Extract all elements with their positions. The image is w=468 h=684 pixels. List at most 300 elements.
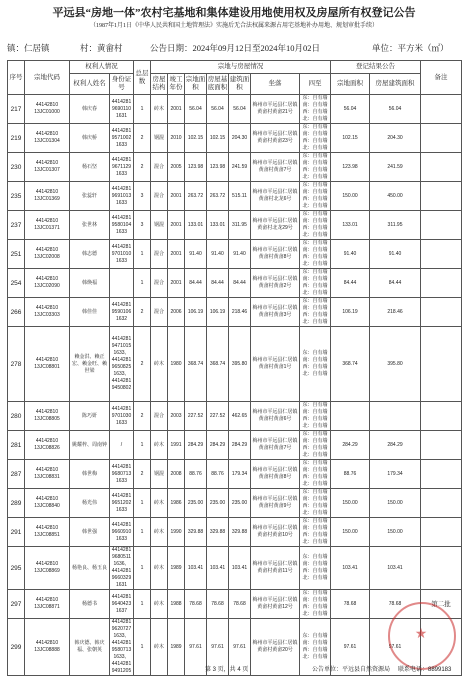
cell-seq: 251: [8, 240, 25, 269]
cell-structure: 混合: [151, 402, 168, 431]
cell-reg-floor-area: 84.44: [370, 269, 421, 298]
notice-subtitle: （1987年1月1日《中华人民共和国土地管理法》实施后无合法权属来源占用宅基地补办用地、规划审批手续）: [89, 23, 378, 29]
cell-base-area: 88.76: [207, 460, 229, 489]
cell-structure: 砖木: [151, 619, 168, 676]
cell-reg-floor-area: 56.04: [370, 95, 421, 124]
cell-remark: [421, 402, 462, 431]
cell-holder-name: 张世林: [70, 211, 110, 240]
cell-year: 2001: [168, 182, 185, 211]
cell-reg-parcel-area: 91.40: [331, 240, 370, 269]
cell-boundary: 东：自有墙 南：自有墙 西：自有墙 北：自有墙: [300, 547, 331, 590]
table-row: [8, 431, 462, 460]
cell-holder-name: 韩庆德、韩庆福、张朝英: [70, 619, 110, 676]
cell-parcel-area: 78.68: [185, 590, 207, 619]
cell-remark: [421, 124, 462, 153]
cell-location: 梅州市平远县仁居镇黄畲村黄畲23号: [251, 124, 300, 153]
cell-parcel-code: 44142810 13JC01307: [25, 153, 70, 182]
cell-reg-floor-area: 103.41: [370, 547, 421, 590]
cell-location: 梅州市平远县仁居镇黄畲村黄畲1号: [251, 327, 300, 402]
cell-holder-name: 赖金洪、赖正宏、赖金旺、赖世梁: [70, 327, 110, 402]
cell-parcel-code: 44142810 13JC01000: [25, 95, 70, 124]
cell-seq: 278: [8, 327, 25, 402]
table-row: [8, 547, 462, 590]
cell-structure: 砖木: [151, 327, 168, 402]
cell-id-number: 4414281 9620727 1633、 4414281 9580713 1633、 4414281 9491205: [110, 619, 134, 676]
cell-total-floors: 1: [134, 518, 151, 547]
cell-parcel-area: 56.04: [185, 95, 207, 124]
cell-year: 2001: [168, 240, 185, 269]
cell-parcel-code: 44142810 13JC08871: [25, 590, 70, 619]
cell-parcel-code: 44142810 13JC08851: [25, 518, 70, 547]
cell-holder-name: 韩佳佳: [70, 298, 110, 327]
cell-location: 梅州市平远县仁居镇黄畲村黄畲10号: [251, 518, 300, 547]
cell-total-floors: 1: [134, 547, 151, 590]
cell-id-number: 4414281 9701010 1633: [110, 240, 134, 269]
cell-floor-area: 78.68: [229, 590, 251, 619]
cell-base-area: 368.74: [207, 327, 229, 402]
header-rights-holder: 权利人情况: [70, 61, 134, 74]
registration-table: [7, 60, 462, 676]
cell-floor-area: 103.41: [229, 547, 251, 590]
cell-total-floors: 2: [134, 460, 151, 489]
cell-parcel-code: 44142810 13JC01371: [25, 211, 70, 240]
cell-reg-floor-area: 395.80: [370, 327, 421, 402]
header-floor-area: 建筑面积: [229, 74, 251, 95]
cell-year: 1989: [168, 547, 185, 590]
phone-label: 联系电话：8899183: [398, 667, 452, 673]
cell-reg-parcel-area: 284.29: [331, 431, 370, 460]
cell-structure: 砖木: [151, 590, 168, 619]
cell-base-area: 78.68: [207, 590, 229, 619]
cell-parcel-code: 44142810 13JC08840: [25, 489, 70, 518]
cell-boundary: 东：自有墙 南：自有墙 西：自有墙 北：自有墙: [300, 402, 331, 431]
cell-parcel-code: 44142810 13JC01304: [25, 124, 70, 153]
cell-remark: [421, 95, 462, 124]
cell-parcel-area: 97.61: [185, 619, 207, 676]
cell-id-number: 4414281 9571002 1633: [110, 124, 134, 153]
cell-base-area: 263.72: [207, 182, 229, 211]
cell-floor-area: 462.65: [229, 402, 251, 431]
cell-year: 2001: [168, 95, 185, 124]
header-parcel-area: 宗地面积: [185, 74, 207, 95]
header-parcel-code: 宗地代码: [25, 61, 70, 95]
cell-seq: 281: [8, 431, 25, 460]
cell-holder-name: 韩庆桥: [70, 124, 110, 153]
cell-reg-parcel-area: 106.19: [331, 298, 370, 327]
cell-location: 梅州市平远县仁居镇黄畲村黄畲2号: [251, 269, 300, 298]
cell-structure: 钢混: [151, 211, 168, 240]
cell-reg-parcel-area: 150.00: [331, 518, 370, 547]
cell-floor-area: 515.11: [229, 182, 251, 211]
cell-base-area: 329.88: [207, 518, 229, 547]
cell-remark: 第二批: [421, 590, 462, 619]
header-id-number: 身份证号: [110, 74, 134, 95]
cell-structure: 混合: [151, 182, 168, 211]
cell-structure: 砖木: [151, 518, 168, 547]
cell-boundary: 东：自有墙 南：自有墙 西：自有墙 北：自有墙: [300, 431, 331, 460]
cell-reg-floor-area: [370, 402, 421, 431]
cell-boundary: 东：自有墙 南：自有墙 西：自有墙 北：自有墙: [300, 518, 331, 547]
cell-reg-parcel-area: 102.15: [331, 124, 370, 153]
notice-period: 公告日期：2024年09月12日至2024年10月02日: [150, 43, 321, 53]
cell-year: 1980: [168, 327, 185, 402]
cell-parcel-code: 44142810 13JC02008: [25, 240, 70, 269]
cell-reg-parcel-area: 150.00: [331, 489, 370, 518]
cell-parcel-area: 106.19: [185, 298, 207, 327]
cell-structure: 砖木: [151, 547, 168, 590]
cell-seq: 235: [8, 182, 25, 211]
cell-parcel-code: 44142810 13JC01369: [25, 182, 70, 211]
cell-parcel-area: 263.72: [185, 182, 207, 211]
table-row: [8, 269, 462, 298]
cell-location: 梅州市平远县仁居镇黄畲村北龙6号: [251, 182, 300, 211]
cell-holder-name: 杨艳良、杨玉良: [70, 547, 110, 590]
cell-base-area: 133.01: [207, 211, 229, 240]
cell-total-floors: 1: [134, 269, 151, 298]
official-seal: ★: [388, 602, 456, 670]
cell-location: 梅州市平远县仁居镇黄畲村黄畲3号: [251, 298, 300, 327]
cell-holder-name: 姚耀梓、周南钟: [70, 431, 110, 460]
cell-floor-area: 329.88: [229, 518, 251, 547]
cell-reg-floor-area: 150.00: [370, 518, 421, 547]
cell-reg-parcel-area: 123.98: [331, 153, 370, 182]
table-row: [8, 518, 462, 547]
cell-total-floors: 2: [134, 153, 151, 182]
cell-location: 梅州市平远县仁居镇黄畲村黄畲21号: [251, 95, 300, 124]
table-row: [8, 153, 462, 182]
table-row: [8, 460, 462, 489]
cell-id-number: 4414281 9660910 1633: [110, 518, 134, 547]
village-label: 村：黄畲村: [80, 43, 123, 53]
cell-reg-parcel-area: 150.00: [331, 182, 370, 211]
table-row: [8, 182, 462, 211]
cell-boundary: 东：自有墙 南：自有墙 西：自有墙 北：自有墙: [300, 95, 331, 124]
table-row: [8, 327, 462, 402]
cell-id-number: 4414281 9690110 1631: [110, 95, 134, 124]
cell-reg-floor-area: 311.95: [370, 211, 421, 240]
notice-title: 平远县“房地一体”农村宅基地和集体建设用地使用权及房屋所有权登记公告: [52, 7, 416, 19]
cell-structure: 混合: [151, 240, 168, 269]
cell-reg-floor-area: 284.29: [370, 431, 421, 460]
cell-reg-parcel-area: 368.74: [331, 327, 370, 402]
cell-seq: 266: [8, 298, 25, 327]
cell-total-floors: 2: [134, 298, 151, 327]
cell-seq: 237: [8, 211, 25, 240]
cell-base-area: 84.44: [207, 269, 229, 298]
cell-year: 1988: [168, 590, 185, 619]
cell-floor-area: 179.34: [229, 460, 251, 489]
cell-holder-name: 韩志德: [70, 240, 110, 269]
cell-structure: 混合: [151, 153, 168, 182]
cell-seq: 230: [8, 153, 25, 182]
header-registration: 宗地与房屋情况: [151, 61, 331, 74]
cell-location: 梅州市平远县仁居镇黄畲村黄畲12号: [251, 590, 300, 619]
cell-parcel-code: 44142810 13JC08826: [25, 431, 70, 460]
cell-floor-area: 97.61: [229, 619, 251, 676]
cell-holder-name: 韩世梅: [70, 460, 110, 489]
cell-id-number: 4414281 9680511 1636、 4414281 9660329 1631: [110, 547, 134, 590]
cell-parcel-area: 329.88: [185, 518, 207, 547]
cell-remark: [421, 547, 462, 590]
cell-location: 梅州市平远县仁居镇黄畲村黄畲7号: [251, 431, 300, 460]
cell-boundary: 东：自有墙 南：自有墙 西：自有墙 北：自有墙: [300, 619, 331, 676]
cell-floor-area: 284.29: [229, 431, 251, 460]
cell-floor-area: 204.30: [229, 124, 251, 153]
cell-parcel-area: 88.76: [185, 460, 207, 489]
cell-total-floors: 3: [134, 182, 151, 211]
cell-reg-parcel-area: 56.04: [331, 95, 370, 124]
cell-parcel-area: 123.98: [185, 153, 207, 182]
cell-year: 2001: [168, 269, 185, 298]
cell-reg-parcel-area: 84.44: [331, 269, 370, 298]
table-row: [8, 240, 462, 269]
cell-year: 1989: [168, 619, 185, 676]
cell-remark: [421, 211, 462, 240]
cell-holder-name: 杨德书: [70, 590, 110, 619]
cell-base-area: 102.15: [207, 124, 229, 153]
cell-boundary: 东：自有墙 南：自有墙 西：自有墙 北：自有墙: [300, 124, 331, 153]
cell-boundary: 东：自有墙 南：自有墙 西：自有墙 北：自有墙: [300, 240, 331, 269]
cell-year: 2005: [168, 153, 185, 182]
page-indicator: 第 3 页，共 4 页: [205, 667, 249, 673]
cell-boundary: 东：自有墙 南：自有墙 西：自有墙 北：自有墙: [300, 460, 331, 489]
header-base-area: 房屋基底面积: [207, 74, 229, 95]
cell-base-area: 97.61: [207, 619, 229, 676]
cell-id-number: 4414281 9701030 1633: [110, 402, 134, 431]
cell-boundary: 东：自有墙 南：自有墙 西：自有墙 北：自有墙: [300, 489, 331, 518]
header-remarks: 备注: [421, 61, 462, 95]
cell-structure: 混合: [151, 298, 168, 327]
cell-parcel-area: 368.74: [185, 327, 207, 402]
cell-year: 1986: [168, 489, 185, 518]
table-row: [8, 298, 462, 327]
cell-seq: 280: [8, 402, 25, 431]
cell-reg-parcel-area: 78.68: [331, 590, 370, 619]
cell-structure: 钢混: [151, 124, 168, 153]
cell-year: 1990: [168, 518, 185, 547]
cell-id-number: 4414281 9671129 1633: [110, 153, 134, 182]
cell-parcel-area: 102.15: [185, 124, 207, 153]
header-reg-parcel-area: 宗地面积: [331, 74, 370, 95]
cell-base-area: 227.52: [207, 402, 229, 431]
header-boundary: 四至: [300, 74, 331, 95]
cell-reg-floor-area: 450.00: [370, 182, 421, 211]
cell-year: 1991: [168, 431, 185, 460]
cell-structure: 钢混: [151, 460, 168, 489]
cell-year: 2006: [168, 298, 185, 327]
cell-reg-floor-area: 204.30: [370, 124, 421, 153]
cell-reg-floor-area: 241.59: [370, 153, 421, 182]
cell-id-number: /: [110, 431, 134, 460]
cell-location: 梅州市平远县仁居镇黄畲村黄畲8号: [251, 460, 300, 489]
cell-boundary: 东：自有墙 南：自有墙 西：自有墙 北：自有墙: [300, 590, 331, 619]
cell-parcel-code: 44142810 13JC08888: [25, 619, 70, 676]
header-proposed: 登记结果公告: [331, 61, 421, 74]
cell-remark: [421, 460, 462, 489]
table-row: [8, 489, 462, 518]
cell-location: 梅州市平远县仁居镇黄畲村黄畲20号: [251, 619, 300, 676]
cell-reg-floor-area: 150.00: [370, 489, 421, 518]
cell-seq: 219: [8, 124, 25, 153]
cell-id-number: 4414281 9471015 1633、 4414281 9650825 1633、 4414281 9450802: [110, 327, 134, 402]
cell-base-area: 235.00: [207, 489, 229, 518]
cell-parcel-area: 133.01: [185, 211, 207, 240]
table-row: [8, 402, 462, 431]
cell-boundary: 东：自有墙 南：自有墙 西：自有墙 北：自有墙: [300, 298, 331, 327]
cell-total-floors: 1: [134, 590, 151, 619]
cell-reg-parcel-area: 97.61: [331, 619, 370, 676]
cell-parcel-area: 235.00: [185, 489, 207, 518]
header-year: 竣工年份: [168, 74, 185, 95]
cell-floor-area: 56.04: [229, 95, 251, 124]
cell-id-number: 4414281 9580104 1633: [110, 211, 134, 240]
cell-parcel-code: 44142810 13JC08869: [25, 547, 70, 590]
table-row: [8, 124, 462, 153]
cell-parcel-area: 284.29: [185, 431, 207, 460]
cell-holder-name: 杨石坚: [70, 153, 110, 182]
cell-boundary: 东：自有墙 南：自有墙 西：自有墙 北：自有墙: [300, 269, 331, 298]
cell-total-floors: 3: [134, 211, 151, 240]
cell-remark: [421, 153, 462, 182]
table-body: [8, 95, 462, 676]
cell-holder-name: 韩庆春: [70, 95, 110, 124]
cell-holder-name: 杨光伟: [70, 489, 110, 518]
cell-base-area: 91.40: [207, 240, 229, 269]
cell-reg-floor-area: 97.61: [370, 619, 421, 676]
cell-total-floors: 2: [134, 402, 151, 431]
cell-boundary: 东：自有墙 南：自有墙 西：自有墙 北：自有墙: [300, 211, 331, 240]
cell-structure: 砖木: [151, 489, 168, 518]
cell-base-area: 106.19: [207, 298, 229, 327]
cell-remark: [421, 489, 462, 518]
cell-total-floors: 1: [134, 489, 151, 518]
cell-parcel-area: 91.40: [185, 240, 207, 269]
cell-seq: 291: [8, 518, 25, 547]
cell-id-number: 4414281 9680713 1633: [110, 460, 134, 489]
cell-seq: 299: [8, 619, 25, 676]
cell-reg-parcel-area: 88.76: [331, 460, 370, 489]
cell-year: 2001: [168, 211, 185, 240]
cell-floor-area: 84.44: [229, 269, 251, 298]
cell-base-area: 123.98: [207, 153, 229, 182]
cell-location: 梅州市平远县仁居镇黄畲村黄畲11号: [251, 547, 300, 590]
cell-total-floors: 2: [134, 124, 151, 153]
cell-parcel-code: 44142810 13JC08801: [25, 327, 70, 402]
cell-structure: 砖木: [151, 431, 168, 460]
cell-parcel-area: 103.41: [185, 547, 207, 590]
cell-location: 梅州市平远县仁居镇黄畲村黄畲7号: [251, 153, 300, 182]
cell-total-floors: 1: [134, 619, 151, 676]
cell-total-floors: 1: [134, 95, 151, 124]
cell-reg-floor-area: 91.40: [370, 240, 421, 269]
cell-total-floors: 2: [134, 327, 151, 402]
cell-floor-area: 91.40: [229, 240, 251, 269]
cell-parcel-code: 44142810 13JC08831: [25, 460, 70, 489]
cell-seq: 297: [8, 590, 25, 619]
cell-boundary: 东：自有墙 南：自有墙 西：自有墙 北：自有墙: [300, 153, 331, 182]
cell-location: 梅州市平远县仁居镇黄畲村黄畲6号: [251, 402, 300, 431]
cell-seq: 217: [8, 95, 25, 124]
cell-structure: 混合: [151, 269, 168, 298]
town-label: 镇：仁居镇: [7, 43, 50, 53]
table-row: [8, 211, 462, 240]
header-holder-name: 权利人姓名: [70, 74, 110, 95]
cell-parcel-code: 44142810 13JC02090: [25, 269, 70, 298]
cell-floor-area: 218.46: [229, 298, 251, 327]
cell-parcel-code: 44142810 13JC08805: [25, 402, 70, 431]
cell-holder-name: 韩焕福: [70, 269, 110, 298]
cell-floor-area: 235.00: [229, 489, 251, 518]
cell-remark: [421, 518, 462, 547]
cell-base-area: 56.04: [207, 95, 229, 124]
cell-holder-name: 张蕊轩: [70, 182, 110, 211]
cell-location: 梅州市平远县仁居镇黄畲村黄畲9号: [251, 489, 300, 518]
cell-parcel-area: 84.44: [185, 269, 207, 298]
cell-base-area: 284.29: [207, 431, 229, 460]
cell-location: 梅州市平远县仁居镇黄畲村黄畲8号: [251, 240, 300, 269]
cell-remark: [421, 269, 462, 298]
cell-floor-area: 395.80: [229, 327, 251, 402]
cell-year: 2010: [168, 124, 185, 153]
cell-year: 2003: [168, 402, 185, 431]
cell-reg-parcel-area: 103.41: [331, 547, 370, 590]
cell-reg-parcel-area: [331, 402, 370, 431]
cell-id-number: [110, 269, 134, 298]
cell-remark: [421, 182, 462, 211]
cell-floor-area: 311.95: [229, 211, 251, 240]
cell-seq: 295: [8, 547, 25, 590]
cell-reg-floor-area: 179.34: [370, 460, 421, 489]
cell-seq: 254: [8, 269, 25, 298]
cell-floor-area: 241.59: [229, 153, 251, 182]
table-row: [8, 95, 462, 124]
cell-reg-floor-area: 78.68: [370, 590, 421, 619]
cell-structure: 砖木: [151, 95, 168, 124]
cell-id-number: 4414281 9691013 1633: [110, 182, 134, 211]
table-row: [8, 590, 462, 619]
unit-label: 单位：平方米（㎡）: [372, 43, 449, 53]
header-reg-floor-area: 房屋建筑面积: [370, 74, 421, 95]
cell-remark: [421, 240, 462, 269]
cell-id-number: 4414281 9640423 1637: [110, 590, 134, 619]
cell-year: 2008: [168, 460, 185, 489]
cell-base-area: 103.41: [207, 547, 229, 590]
header-seq: 序号: [8, 61, 25, 95]
cell-reg-parcel-area: 133.01: [331, 211, 370, 240]
cell-boundary: 东：自有墙 南：自有墙 西：自有墙 北：自有墙: [300, 182, 331, 211]
cell-id-number: 4414281 9651202 1633: [110, 489, 134, 518]
header-total-floors: 总层数: [134, 61, 151, 95]
cell-total-floors: 1: [134, 240, 151, 269]
cell-seq: 287: [8, 460, 25, 489]
cell-parcel-area: 227.52: [185, 402, 207, 431]
cell-remark: [421, 298, 462, 327]
cell-parcel-code: 44142810 13JC03303: [25, 298, 70, 327]
cell-id-number: 4414281 9590106 1632: [110, 298, 134, 327]
cell-reg-floor-area: 218.46: [370, 298, 421, 327]
cell-remark: [421, 327, 462, 402]
header-structure: 房屋结构: [151, 74, 168, 95]
cell-holder-name: 陈巧妍: [70, 402, 110, 431]
cell-boundary: 东：自有墙 南：自有墙 西：自有墙 北：自有墙: [300, 327, 331, 402]
cell-holder-name: 韩世强: [70, 518, 110, 547]
cell-seq: 289: [8, 489, 25, 518]
cell-location: 梅州市平远县仁居镇黄畲村北龙29号: [251, 211, 300, 240]
issuer-label: 公告单位：平远县自然资源局: [312, 667, 391, 673]
cell-total-floors: 1: [134, 431, 151, 460]
cell-remark: [421, 431, 462, 460]
header-location: 坐落: [251, 74, 300, 95]
